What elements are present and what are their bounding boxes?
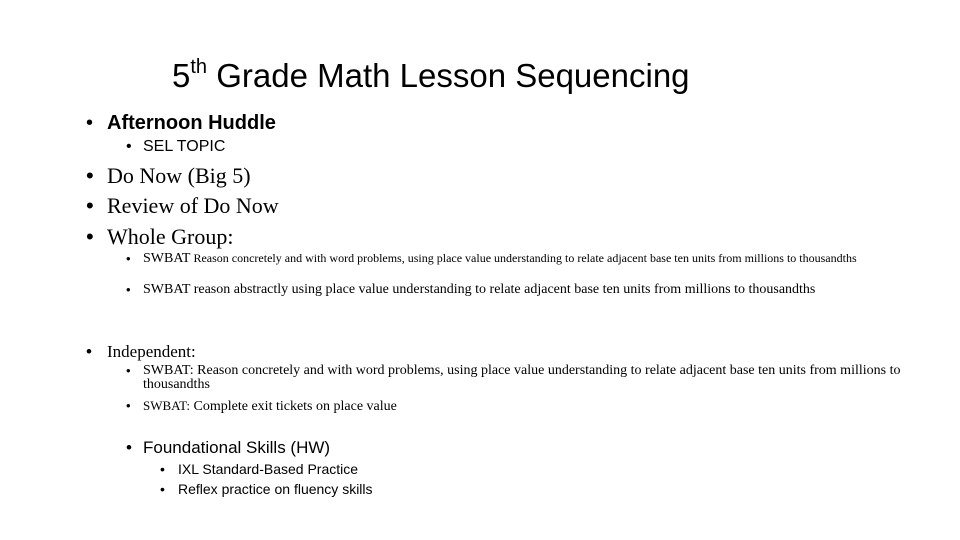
swbat-description: : Reason concretely and with word problems, using place value understanding to relate adjacent base ten units from millions to thousandths	[143, 363, 901, 392]
bullet-icon: •	[126, 438, 132, 457]
bullet-icon: •	[126, 282, 131, 297]
swbat-label: SWBAT:	[143, 398, 191, 413]
ixl-text: IXL Standard-Based Practice	[178, 461, 359, 477]
bullet-icon: •	[126, 398, 131, 413]
wg-swbat-abstract-text	[143, 283, 888, 297]
foundational-skills-text: Foundational Skills (HW)	[143, 438, 331, 457]
ind-swbat-exit-text	[143, 398, 397, 415]
slide-title	[172, 54, 690, 98]
swbat-label: SWBAT	[143, 363, 190, 378]
bullet-icon: •	[86, 163, 94, 188]
swbat-description: Complete exit tickets on place value	[190, 399, 397, 414]
swbat-description: reason abstractly using place value understanding to relate adjacent base ten units from millions to thousandths	[190, 282, 816, 297]
swbat-label: SWBAT	[143, 282, 191, 297]
do-now-text: Do Now (Big 5)	[107, 163, 251, 188]
bullet-icon: •	[86, 112, 94, 134]
wg-swbat-concrete-text	[143, 252, 903, 265]
title-number: 5	[172, 57, 191, 94]
title-text: Grade Math Lesson Sequencing	[207, 57, 690, 94]
bullet-icon: •	[160, 461, 165, 477]
bullet-icon: •	[86, 224, 94, 249]
bullet-icon: •	[86, 193, 94, 218]
afternoon-huddle-text: Afternoon Huddle	[107, 112, 276, 134]
bullet-icon: •	[86, 342, 92, 361]
swbat-description: Reason concretely and with word problems, using place value understanding to relate adjacent base ten units from millions to thousandths	[190, 251, 857, 265]
whole-group-text: Whole Group:	[107, 224, 234, 249]
ind-swbat-concrete-text	[143, 364, 903, 392]
reflex-text: Reflex practice on fluency skills	[178, 481, 373, 497]
independent-text: Independent:	[107, 342, 196, 361]
swbat-label: SWBAT	[143, 251, 191, 266]
review-do-now-text: Review of Do Now	[107, 193, 279, 218]
sel-topic-text: SEL TOPIC	[143, 138, 226, 155]
title-superscript: th	[190, 56, 208, 78]
bullet-icon: •	[126, 138, 132, 155]
bullet-icon: •	[126, 363, 131, 378]
bullet-icon: •	[160, 481, 165, 497]
bullet-icon: •	[126, 251, 131, 266]
